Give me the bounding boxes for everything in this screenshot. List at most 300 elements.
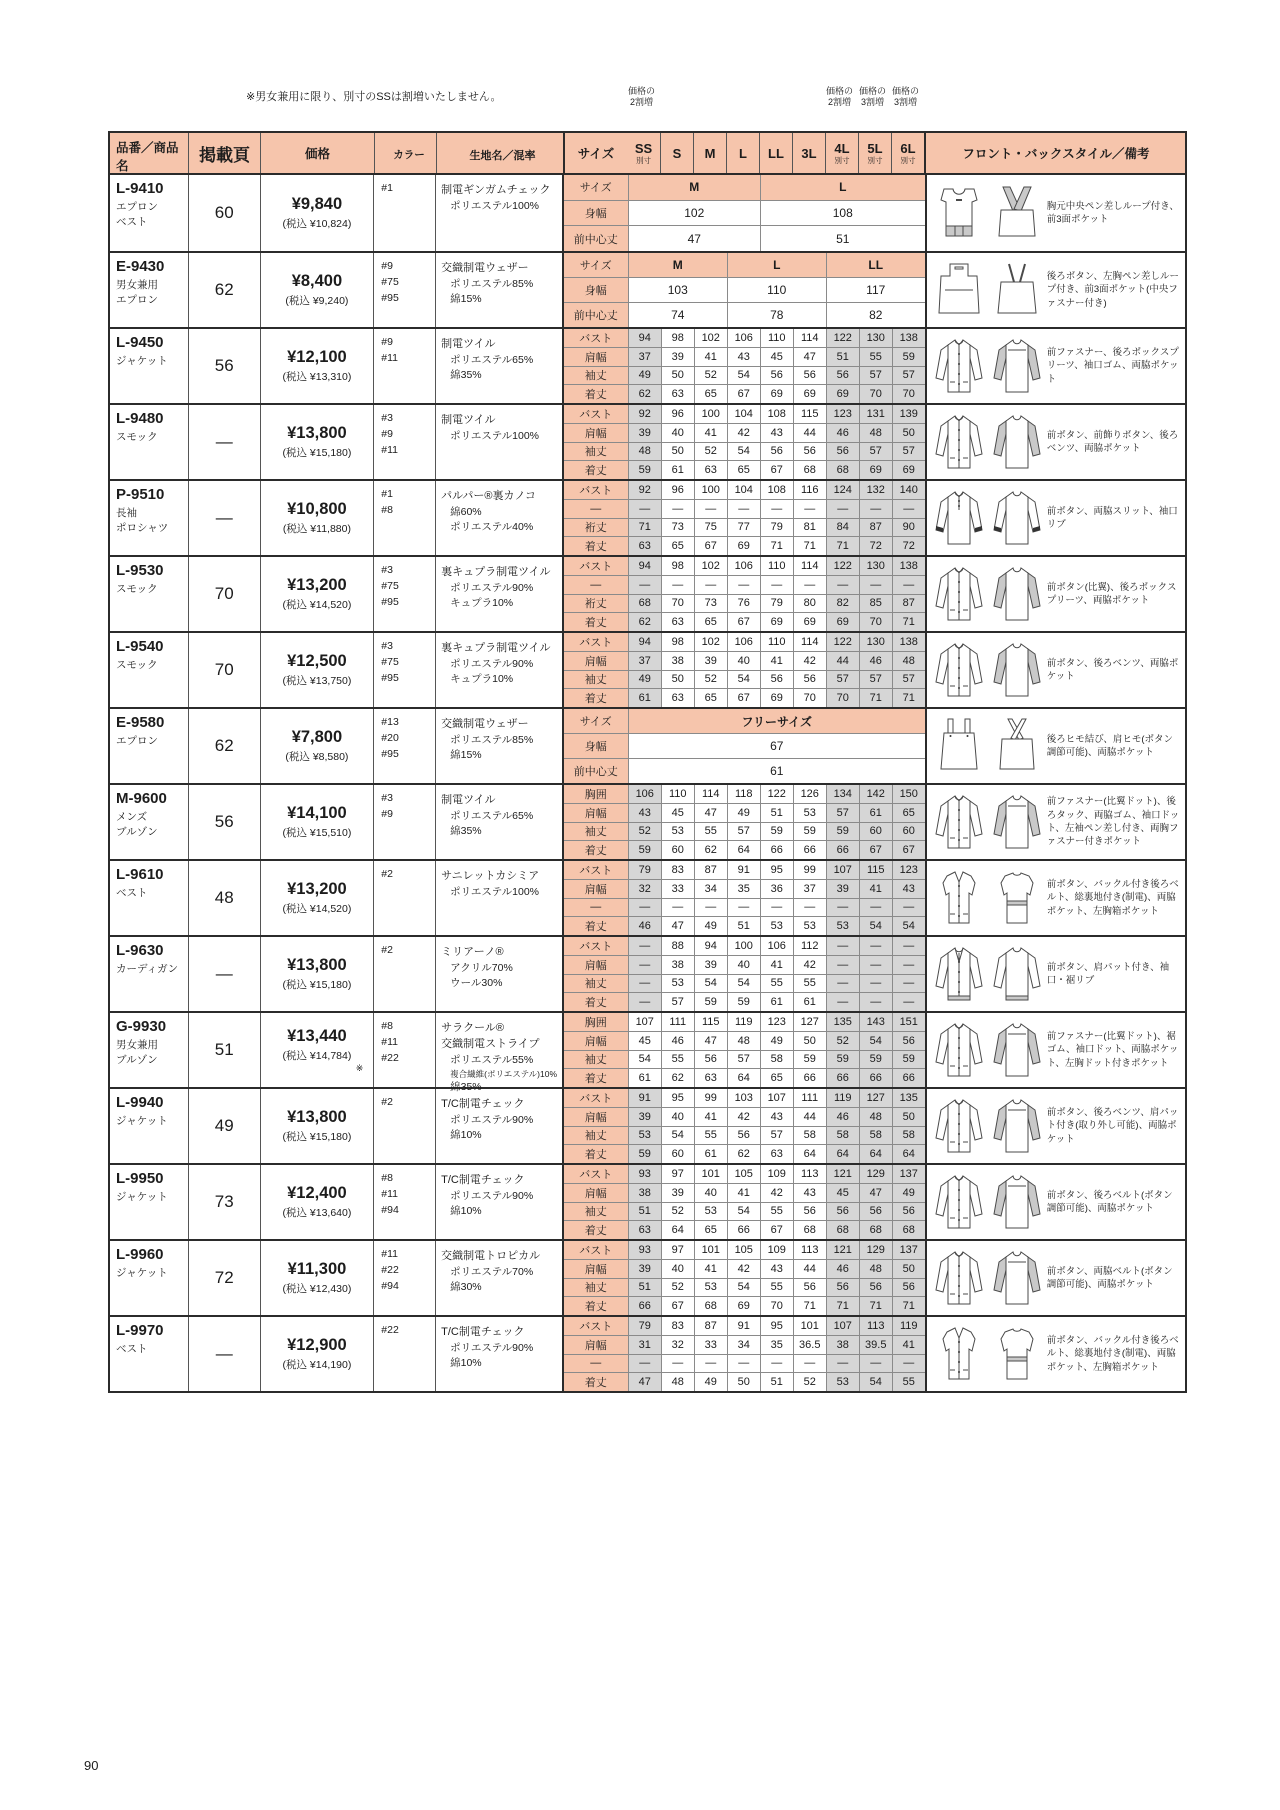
size-value: 54 (859, 917, 892, 935)
size-value: 122 (826, 633, 859, 651)
size-col-header-LL: LL (759, 133, 792, 173)
product-name (116, 278, 184, 308)
size-value: 66 (793, 841, 826, 859)
fabric-cell (435, 405, 562, 479)
size-value: 63 (661, 689, 694, 707)
product-row-E-9430 (110, 251, 1185, 327)
size-value: 43 (727, 348, 760, 366)
color-code: #20 (381, 731, 399, 744)
size-value: 113 (793, 1241, 826, 1259)
remark-text: 前ファスナー(比翼ドット)、裾ゴム、袖口ドット、両脇ポケット、左胸ドット付きポケット (1046, 1031, 1179, 1069)
product-name-line: メンズ (116, 811, 148, 823)
size-value: 118 (727, 785, 760, 803)
size-value: 55 (661, 1051, 694, 1069)
size-value: 61 (628, 1069, 661, 1087)
size-value: 55 (859, 348, 892, 366)
product-name-cell (110, 709, 188, 783)
size-value: 65 (694, 1221, 727, 1239)
size-value: 139 (892, 405, 925, 423)
size-value: — (826, 899, 859, 917)
product-name-line: ベスト (116, 216, 148, 229)
size-value: 54 (694, 975, 727, 993)
size-value: 53 (694, 1279, 727, 1297)
size-row-label: 肩幅 (564, 804, 628, 822)
size-row-label: 袖丈 (564, 1127, 628, 1145)
size-value: 53 (760, 917, 793, 935)
size-value: 47 (694, 804, 727, 822)
size-row-label: 袖丈 (564, 1203, 628, 1221)
size-value: 56 (859, 1279, 892, 1297)
header-product-col: 品番／商品名 (116, 140, 179, 173)
garment-front-icon (936, 416, 982, 468)
product-name-cell (110, 481, 188, 555)
size-value: 71 (793, 537, 826, 555)
product-code: L-9630 (116, 942, 164, 959)
garment-style-icon (931, 792, 1043, 852)
size-value: 60 (892, 823, 925, 841)
size-value: 41 (694, 424, 727, 442)
fabric-line: ポリエステル90% (450, 1341, 534, 1354)
size-value: 59 (892, 348, 925, 366)
product-name-cell (110, 253, 188, 327)
style-remarks-cell (925, 175, 1185, 251)
price-main: ¥13,800 (287, 956, 347, 974)
size-value: 59 (628, 1145, 661, 1163)
size-row-label: 前中心丈 (564, 759, 628, 783)
style-remarks-cell (925, 557, 1185, 631)
size-row-label: 袖丈 (564, 443, 628, 461)
size-value: — (859, 975, 892, 993)
product-name-line: スモック (116, 431, 158, 443)
size-value: 56 (793, 1203, 826, 1221)
header-price-col: 価格 (260, 133, 374, 173)
size-row (564, 670, 925, 689)
size-value: 100 (727, 937, 760, 955)
size-value: 114 (694, 785, 727, 803)
fabric-line: ポリエステル100% (450, 199, 540, 212)
size-grid (562, 1317, 925, 1391)
size-value: 63 (694, 461, 727, 479)
size-value: 55 (760, 1203, 793, 1221)
catalog-page-cell: 48 (188, 861, 260, 935)
surcharge-note: 価格の 3割増 (891, 86, 919, 108)
size-value: 57 (892, 443, 925, 461)
garment-back-icon (994, 1252, 1040, 1304)
fabric-line: 綿10% (450, 1357, 482, 1370)
product-row-L-9940 (110, 1087, 1185, 1163)
size-row (564, 785, 925, 803)
size-value: 31 (628, 1336, 661, 1354)
garment-front-icon (941, 189, 977, 236)
size-row (564, 1220, 925, 1239)
fabric-cell (435, 557, 562, 631)
size-row-label: 前中心丈 (564, 303, 628, 327)
size-value: 58 (760, 1051, 793, 1069)
color-cell (373, 1241, 435, 1315)
size-value: 137 (892, 1165, 925, 1183)
surcharge-notes (108, 86, 1183, 130)
size-value: 39 (628, 424, 661, 442)
garment-back-icon (994, 492, 1040, 544)
size-value: 106 (760, 937, 793, 955)
size-value: 54 (628, 1051, 661, 1069)
size-value: 51 (628, 1279, 661, 1297)
size-value: 44 (826, 652, 859, 670)
remark-text: 前ファスナー、後ろボックスプリーツ、袖口ゴム、両脇ポケット (1046, 347, 1179, 385)
size-row (564, 898, 925, 917)
size-value: 62 (727, 1145, 760, 1163)
size-grid (562, 557, 925, 631)
garment-back-icon (994, 568, 1040, 620)
size-row-label: バスト (564, 1317, 628, 1335)
price-tax: (税込 ¥9,240) (285, 295, 349, 307)
size-value: 112 (793, 937, 826, 955)
garment-style-icon (931, 1248, 1043, 1308)
color-code: #9 (381, 336, 393, 348)
size-grid (562, 633, 925, 707)
size-value: 66 (628, 1297, 661, 1315)
size-value: 47 (694, 1032, 727, 1050)
size-value: 138 (892, 329, 925, 347)
size-col-header-L: L (726, 133, 759, 173)
size-value: 50 (661, 443, 694, 461)
size-value: 91 (628, 1089, 661, 1107)
size-value: 56 (892, 1279, 925, 1297)
color-code: #8 (381, 1172, 393, 1184)
size-value: 49 (628, 671, 661, 689)
fabric-cell (435, 1089, 562, 1163)
size-value: 106 (727, 557, 760, 575)
remark-text: 胸元中央ペン差しループ付き、前3面ポケット (1046, 200, 1179, 225)
garment-front-icon (936, 796, 982, 848)
price-main: ¥11,300 (287, 1260, 347, 1278)
size-value: 73 (661, 519, 694, 537)
size-value: 64 (727, 1069, 760, 1087)
size-row-label: バスト (564, 1165, 628, 1183)
color-code: #94 (381, 1279, 399, 1292)
product-name-cell (110, 861, 188, 935)
size-value: 54 (859, 1032, 892, 1050)
garment-back-icon (998, 264, 1036, 313)
price-tax: (税込 ¥15,510) (282, 827, 352, 839)
fabric-cell (435, 329, 562, 403)
size-row-label: — (564, 1355, 628, 1373)
price-cell (260, 1165, 374, 1239)
size-value: — (661, 500, 694, 518)
size-value: 66 (892, 1069, 925, 1087)
size-value: 123 (826, 405, 859, 423)
size-value: 41 (760, 956, 793, 974)
size-row (564, 1317, 925, 1335)
fabric-line: 交織制電トロピカル (441, 1250, 541, 1262)
size-row-label: — (564, 576, 628, 594)
size-value: 103 (628, 278, 727, 302)
size-row (564, 1183, 925, 1202)
size-group-label: LL (826, 253, 925, 277)
product-code: L-9960 (116, 1246, 164, 1263)
size-value: 41 (694, 348, 727, 366)
fabric-cell (435, 861, 562, 935)
size-value: 69 (793, 613, 826, 631)
size-value: 63 (628, 1221, 661, 1239)
product-code: G-9930 (116, 1018, 167, 1035)
fabric-cell (435, 633, 562, 707)
color-code: #13 (381, 716, 399, 728)
surcharge-note: 価格の 2割増 (825, 86, 853, 108)
fabric-line: 綿35% (450, 1081, 482, 1094)
size-row (564, 1241, 925, 1259)
size-value: 41 (694, 1260, 727, 1278)
size-value: — (793, 576, 826, 594)
garment-back-icon (1001, 873, 1033, 923)
catalog-page-cell: 56 (188, 785, 260, 859)
remark-text: 後ろヒモ結び、肩ヒモ(ボタン調節可能)、両脇ポケット (1046, 733, 1174, 758)
product-row-L-9630 (110, 935, 1185, 1011)
size-value: 39.5 (859, 1336, 892, 1354)
fabric-line: サラクール® (441, 1022, 504, 1034)
color-cell (373, 1013, 435, 1087)
price-main: ¥12,900 (287, 1336, 347, 1354)
size-value: 106 (628, 785, 661, 803)
size-value: 69 (760, 613, 793, 631)
fabric-line: 交織制電ウェザー (441, 262, 529, 274)
size-value: — (892, 1355, 925, 1373)
size-grid (562, 329, 925, 403)
size-value: 97 (661, 1241, 694, 1259)
product-name (116, 1038, 184, 1068)
size-value: 45 (628, 1032, 661, 1050)
size-value: 64 (892, 1145, 925, 1163)
size-value: 50 (661, 367, 694, 385)
size-value: 107 (628, 1013, 661, 1031)
size-value: 48 (859, 1260, 892, 1278)
fabric-line: ポリエステル65% (450, 809, 534, 822)
size-value: 61 (793, 993, 826, 1011)
size-value: 53 (826, 1373, 859, 1391)
size-value: 68 (628, 595, 661, 613)
color-code: #9 (381, 260, 393, 272)
garment-front-icon (936, 340, 982, 392)
size-grid (562, 937, 925, 1011)
size-value: — (727, 500, 760, 518)
size-value: 105 (727, 1165, 760, 1183)
size-row-label: 身幅 (564, 278, 628, 302)
garment-back-icon (994, 644, 1040, 696)
fabric-line: ポリエステル85% (450, 277, 534, 290)
size-value: 75 (694, 519, 727, 537)
fabric-line: ポリエステル65% (450, 353, 534, 366)
size-value: 68 (826, 461, 859, 479)
size-value: 98 (661, 557, 694, 575)
fabric-line: T/C制電チェック (441, 1174, 525, 1186)
catalog-page-cell: — (188, 481, 260, 555)
size-value: 54 (727, 367, 760, 385)
size-row (564, 366, 925, 385)
size-value: 43 (760, 424, 793, 442)
color-cell (373, 861, 435, 935)
size-value: 66 (727, 1221, 760, 1239)
size-value: — (727, 1355, 760, 1373)
size-grid (562, 1165, 925, 1239)
size-value: 45 (661, 804, 694, 822)
size-value: 57 (727, 1051, 760, 1069)
product-row-L-9540 (110, 631, 1185, 707)
table-body (110, 175, 1185, 1391)
size-value: — (892, 576, 925, 594)
size-row-label: 着丈 (564, 993, 628, 1011)
size-value: — (892, 975, 925, 993)
size-value: 54 (892, 917, 925, 935)
size-row (564, 861, 925, 879)
size-value: 36.5 (793, 1336, 826, 1354)
size-col-header-5L: 5L 別寸 (858, 133, 891, 173)
size-col-header-6L: 6L 別寸 (891, 133, 924, 173)
size-value: 94 (628, 633, 661, 651)
size-value: 57 (826, 671, 859, 689)
size-value: 124 (826, 481, 859, 499)
size-value: — (793, 899, 826, 917)
fabric-line: 裏キュプラ制電ツイル (441, 642, 551, 654)
price-cell (260, 175, 374, 251)
size-row (564, 709, 925, 733)
product-code: E-9580 (116, 714, 165, 731)
size-value: 100 (694, 481, 727, 499)
size-value: 33 (661, 880, 694, 898)
size-group-label: フリーサイズ (628, 709, 925, 733)
size-value: 56 (793, 671, 826, 689)
size-value: 59 (760, 823, 793, 841)
size-value: 93 (628, 1241, 661, 1259)
size-value: 66 (826, 841, 859, 859)
size-value: 79 (628, 861, 661, 879)
size-row (564, 1354, 925, 1373)
product-name (116, 1190, 184, 1205)
size-value: 43 (628, 804, 661, 822)
size-value: 57 (760, 1127, 793, 1145)
size-row (564, 594, 925, 613)
size-row (564, 633, 925, 651)
fabric-line: ミリアーノ® (441, 946, 504, 958)
size-value: — (826, 500, 859, 518)
color-cell (373, 709, 435, 783)
size-row (564, 518, 925, 537)
product-row-M-9600 (110, 783, 1185, 859)
size-value: 37 (793, 880, 826, 898)
color-code: #1 (381, 182, 393, 194)
size-row (564, 347, 925, 366)
size-value: 82 (826, 303, 925, 327)
size-value: 63 (661, 613, 694, 631)
size-value: 32 (661, 1336, 694, 1354)
size-value: 108 (760, 405, 793, 423)
size-value: 130 (859, 633, 892, 651)
catalog-page-cell: 56 (188, 329, 260, 403)
size-value: 103 (727, 1089, 760, 1107)
size-value: 71 (826, 1297, 859, 1315)
size-value: 108 (760, 481, 793, 499)
remark-text: 前ボタン、バックル付き後ろベルト、総裏地付き(制電)、両脇ポケット、左胸箱ポケット (1046, 879, 1179, 917)
size-row (564, 557, 925, 575)
size-col-header-4L: 4L 別寸 (825, 133, 858, 173)
size-row (564, 423, 925, 442)
size-value: 32 (628, 880, 661, 898)
product-name-line: ジャケット (116, 1191, 168, 1203)
size-value: 132 (859, 481, 892, 499)
size-value: 53 (694, 1203, 727, 1221)
fabric-line: 制電ギンガムチェック (441, 184, 551, 196)
size-value: 96 (661, 481, 694, 499)
fabric-line: 制電ツイル (441, 338, 496, 350)
price-tax: (税込 ¥13,640) (282, 1207, 352, 1219)
size-row-label: 着丈 (564, 1145, 628, 1163)
product-row-L-9480 (110, 403, 1185, 479)
size-value: 67 (727, 385, 760, 403)
size-row-label: 身幅 (564, 734, 628, 758)
garment-style-icon (931, 1096, 1043, 1156)
size-value: — (892, 956, 925, 974)
fabric-cell (435, 481, 562, 555)
size-row-label: 裄丈 (564, 595, 628, 613)
size-row-label: 肩幅 (564, 348, 628, 366)
fabric-line: ポリエステル90% (450, 581, 534, 594)
garment-style-icon (931, 1324, 1043, 1384)
garment-back-icon (994, 948, 1040, 1000)
catalog-page-cell: 62 (188, 709, 260, 783)
color-cell (373, 175, 435, 251)
size-row-label: バスト (564, 861, 628, 879)
fabric-line: T/C制電チェック (441, 1098, 525, 1110)
size-row (564, 879, 925, 898)
size-row (564, 1031, 925, 1050)
remark-text: 前ボタン、両脇ベルト(ボタン調節可能)、両脇ポケット (1046, 1265, 1173, 1290)
size-grid (562, 253, 925, 327)
color-cell (373, 1317, 435, 1391)
size-row-label: 前中心丈 (564, 226, 628, 251)
size-value: 94 (628, 329, 661, 347)
size-value: — (628, 956, 661, 974)
header-color-col: カラー (374, 133, 436, 173)
size-value: 57 (892, 671, 925, 689)
size-value: 71 (859, 689, 892, 707)
size-value: 56 (694, 1051, 727, 1069)
fabric-line: サニレットカシミア (441, 870, 540, 882)
size-value: 57 (859, 367, 892, 385)
size-row (564, 1296, 925, 1315)
garment-back-icon (1000, 719, 1034, 769)
size-value: 76 (727, 595, 760, 613)
size-value: 54 (727, 975, 760, 993)
fabric-line: ポリエステル100% (450, 885, 540, 898)
product-name-line: ジャケット (116, 355, 168, 367)
product-name-cell (110, 1013, 188, 1087)
size-value: 40 (661, 1108, 694, 1126)
garment-style-icon (931, 412, 1043, 472)
size-value: 58 (793, 1127, 826, 1145)
catalog-page-cell: — (188, 1317, 260, 1391)
price-cell (260, 557, 374, 631)
size-value: — (727, 576, 760, 594)
size-row-label: 着丈 (564, 1221, 628, 1239)
style-remarks-cell (925, 709, 1185, 783)
color-code: #95 (381, 747, 399, 760)
size-value: 42 (727, 1108, 760, 1126)
size-value: 46 (661, 1032, 694, 1050)
size-value: 40 (661, 424, 694, 442)
size-value: — (859, 956, 892, 974)
price-cell (260, 785, 374, 859)
size-value: 85 (859, 595, 892, 613)
size-value: 45 (826, 1184, 859, 1202)
